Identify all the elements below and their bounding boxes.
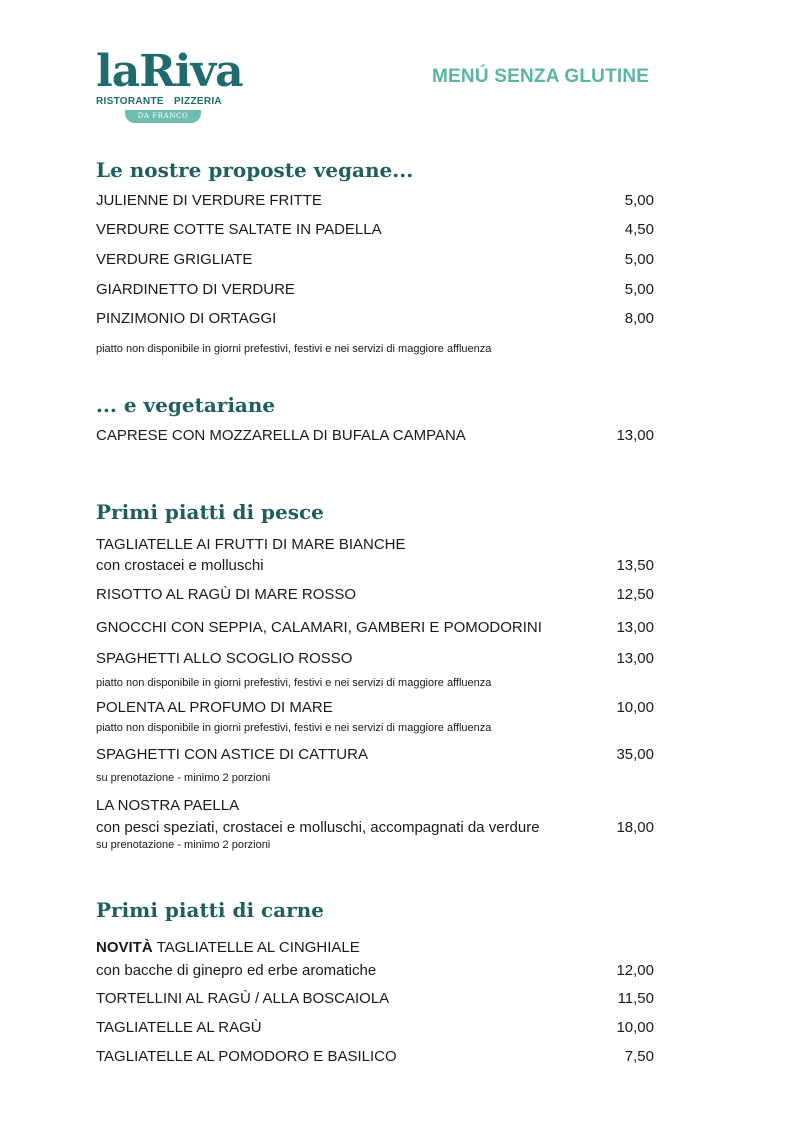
menu-item-name-row bbox=[96, 939, 360, 957]
logo-subtitle-right: PIZZERIA bbox=[174, 96, 222, 107]
menu-item-name: CAPRESE CON MOZZARELLA DI BUFALA CAMPANA bbox=[96, 427, 466, 444]
menu-item-description: con pesci speziati, crostacei e molluschi, accompagnati da verdure bbox=[96, 819, 540, 836]
menu-item-price: 5,00 bbox=[624, 281, 654, 298]
availability-note: piatto non disponibile in giorni prefestivi, festivi e nei servizi di maggiore affluenza bbox=[96, 722, 492, 734]
menu-item-name: SPAGHETTI ALLO SCOGLIO ROSSO bbox=[96, 650, 353, 667]
menu-item-name: POLENTA AL PROFUMO DI MARE bbox=[96, 699, 333, 716]
section-title-vegan: Le nostre proposte vegane... bbox=[96, 158, 414, 182]
new-badge: NOVITÀ bbox=[96, 939, 153, 956]
menu-item-name: GNOCCHI CON SEPPIA, CALAMARI, GAMBERI E POMODORINI bbox=[96, 619, 542, 636]
menu-item-price: 13,00 bbox=[616, 619, 654, 636]
restaurant-logo bbox=[92, 46, 243, 132]
menu-item-name: JULIENNE DI VERDURE FRITTE bbox=[96, 192, 322, 209]
menu-item-price: 12,00 bbox=[616, 962, 654, 979]
menu-item-name: GIARDINETTO DI VERDURE bbox=[96, 281, 295, 298]
menu-item-name: LA NOSTRA PAELLA bbox=[96, 797, 240, 814]
section-title-meat: Primi piatti di carne bbox=[96, 898, 324, 922]
menu-item-name: TAGLIATELLE AI FRUTTI DI MARE BIANCHE bbox=[96, 536, 406, 553]
menu-item-price: 5,00 bbox=[624, 192, 654, 209]
logo-ribbon: DA FRANCO bbox=[125, 110, 201, 123]
menu-item-price: 8,00 bbox=[624, 310, 654, 327]
menu-item-price: 35,00 bbox=[616, 746, 654, 763]
reservation-note: su prenotazione - minimo 2 porzioni bbox=[96, 772, 271, 784]
menu-item-name: TAGLIATELLE AL CINGHIALE bbox=[156, 939, 360, 956]
availability-note: piatto non disponibile in giorni prefestivi, festivi e nei servizi di maggiore affluenza bbox=[96, 343, 492, 355]
menu-item-name: TAGLIATELLE AL RAGÙ bbox=[96, 1019, 262, 1036]
menu-item-price: 13,50 bbox=[616, 557, 654, 574]
reservation-note: su prenotazione - minimo 2 porzioni bbox=[96, 839, 271, 851]
menu-item-description: con crostacei e molluschi bbox=[96, 557, 264, 574]
menu-item-price: 10,00 bbox=[616, 699, 654, 716]
menu-item-name: TAGLIATELLE AL POMODORO E BASILICO bbox=[96, 1048, 397, 1065]
menu-item-price: 11,50 bbox=[617, 990, 654, 1007]
menu-item-name: TORTELLINI AL RAGÙ / ALLA BOSCAIOLA bbox=[96, 990, 390, 1007]
menu-item-price: 13,00 bbox=[616, 427, 654, 444]
logo-subtitle-left: RISTORANTE bbox=[96, 96, 164, 107]
menu-item-name: PINZIMONIO DI ORTAGGI bbox=[96, 310, 277, 327]
menu-item-name: VERDURE COTTE SALTATE IN PADELLA bbox=[96, 221, 382, 238]
menu-item-name: VERDURE GRIGLIATE bbox=[96, 251, 253, 268]
menu-item-price: 18,00 bbox=[616, 819, 654, 836]
menu-item-price: 10,00 bbox=[616, 1019, 654, 1036]
menu-title: MENÚ SENZA GLUTINE bbox=[432, 66, 650, 87]
section-title-vegetarian: ... e vegetariane bbox=[96, 393, 276, 417]
menu-item-price: 4,50 bbox=[624, 221, 654, 238]
menu-item-description: con bacche di ginepro ed erbe aromatiche bbox=[96, 962, 377, 979]
availability-note: piatto non disponibile in giorni prefestivi, festivi e nei servizi di maggiore affluenza bbox=[96, 677, 492, 689]
menu-item-price: 5,00 bbox=[624, 251, 654, 268]
menu-item-name: SPAGHETTI CON ASTICE DI CATTURA bbox=[96, 746, 368, 763]
menu-item-name: RISOTTO AL RAGÙ DI MARE ROSSO bbox=[96, 586, 357, 603]
logo-name: laRiva bbox=[96, 46, 243, 97]
menu-item-price: 12,50 bbox=[616, 586, 654, 603]
menu-item-price: 7,50 bbox=[624, 1048, 654, 1065]
menu-item-price: 13,00 bbox=[616, 650, 654, 667]
section-title-fish: Primi piatti di pesce bbox=[96, 500, 324, 524]
